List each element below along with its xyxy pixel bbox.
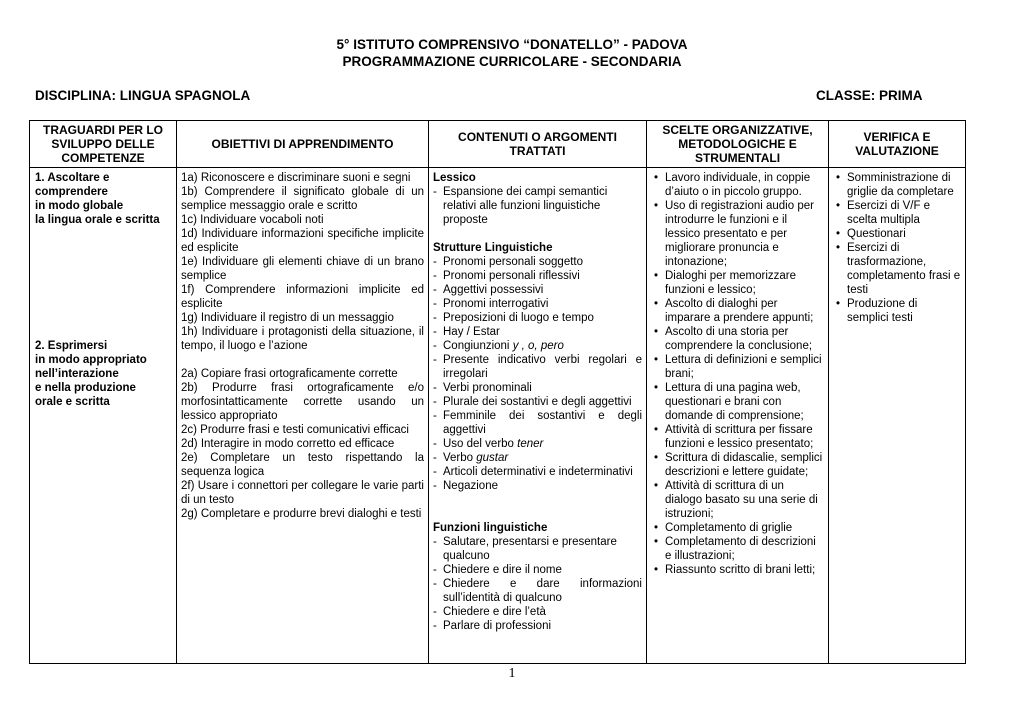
verb-gustar: gustar [476, 452, 509, 464]
list-item: - Pronomi personali soggetto [433, 256, 583, 268]
obiettivo-2c: 2c) Produrre frasi e testi comunicativi efficaci [181, 424, 409, 436]
obiettivi-cell [177, 168, 429, 664]
curriculum-table [29, 120, 966, 664]
list-item: - Preposizioni di luogo e tempo [433, 312, 594, 324]
list-item: - Parlare di professioni [433, 620, 552, 632]
classe-label: CLASSE: PRIMA [816, 88, 923, 103]
table-row [30, 168, 966, 664]
congiunzioni-examples: y , o, pero [512, 340, 564, 352]
list-item: - Hay / Estar [433, 326, 500, 338]
obiettivo-1d: 1d) Individuare informazioni specifiche implicite ed esplicite [181, 228, 424, 254]
obiettivo-1e: 1e) Individuare gli elementi chiave di un brano semplice [181, 256, 424, 282]
list-item: - Pronomi personali riflessivi [433, 270, 580, 282]
obiettivo-2e: 2e) Completare un testo rispettando la sequenza logica [181, 452, 424, 478]
list-item: - Aggettivi possessivi [433, 284, 544, 296]
list-item: • Scrittura di didascalie, semplici descrizioni e lettere guidate; [651, 451, 824, 479]
traguardo-2: 2. Esprimersi in modo appropriato nell’interazione e nella produzione orale e scritta [35, 340, 147, 408]
obiettivo-1h: 1h) Individuare i protagonisti della situazione, il tempo, il luogo e l’azione [181, 326, 424, 352]
verifica-cell [829, 168, 966, 664]
list-item: - Verbo gustar [433, 452, 509, 464]
list-item: • Completamento di descrizioni e illustrazioni; [651, 535, 824, 563]
list-item: • Produzione di semplici testi [833, 297, 961, 325]
obiettivo-2f: 2f) Usare i connettori per collegare le varie parti di un testo [181, 480, 424, 506]
traguardo-1: 1. Ascoltare e comprendere in modo globale la lingua orale e scritta [35, 172, 160, 226]
obiettivo-1b: 1b) Comprendere il significato globale di un semplice messaggio orale e scritto [181, 186, 424, 212]
obiettivo-1c: 1c) Individuare vocaboli noti [181, 214, 324, 226]
list-item: • Attività di scrittura di un dialogo basato su una serie di istruzioni; [651, 479, 824, 521]
strutture-title: Strutture Linguistiche [433, 242, 553, 254]
document-subtitle: PROGRAMMAZIONE CURRICOLARE - SECONDARIA [342, 54, 682, 69]
list-item: • Completamento di griglie [651, 521, 824, 535]
list-item: - Negazione [433, 480, 498, 492]
list-item: - Femminile dei sostantivi e degli aggettivi [433, 410, 642, 436]
list-item: • Uso di registrazioni audio per introdurre le funzioni e il lessico presentato e per migliorare pronuncia e intonazione; [651, 199, 824, 269]
lessico-title: Lessico [433, 172, 476, 184]
list-item: • Somministrazione di griglie da completare [833, 171, 961, 199]
list-item: • Esercizi di V/F e scelta multipla [833, 199, 961, 227]
list-item: - Plurale dei sostantivi e degli aggettivi [433, 396, 632, 408]
obiettivo-1f: 1f) Comprendere informazioni implicite ed esplicite [181, 284, 424, 310]
header-traguardi: TRAGUARDI PER LO SVILUPPO DELLE COMPETENZE [30, 121, 177, 168]
obiettivo-2b: 2b) Produrre frasi ortograficamente e/o morfosintatticamente corrette usando un lessico appropriato [181, 382, 424, 422]
spacer [35, 227, 172, 339]
scelte-list [651, 171, 824, 577]
obiettivo-2a: 2a) Copiare frasi ortograficamente corrette [181, 368, 398, 380]
obiettivo-1g: 1g) Individuare il registro di un messaggio [181, 312, 394, 324]
list-item: • Riassunto scritto di brani letti; [651, 563, 824, 577]
list-item: • Lettura di definizioni e semplici brani; [651, 353, 824, 381]
list-item: • Esercizi di trasformazione, completamento frasi e testi [833, 241, 961, 297]
list-item: - Espansione dei campi semantici relativi alle funzioni linguistiche proposte [433, 186, 608, 226]
table-header-row [30, 121, 966, 168]
list-item: • Lavoro individuale, in coppie d’aiuto o in piccolo gruppo. [651, 171, 824, 199]
list-item: - Salutare, presentarsi e presentare qualcuno [433, 536, 617, 562]
list-item: • Attività di scrittura per fissare funzioni e lessico presentato; [651, 423, 824, 451]
list-item: - Chiedere e dire il nome [433, 564, 562, 576]
list-item: - Articoli determinativi e indeterminativi [433, 466, 633, 478]
scelte-cell [647, 168, 829, 664]
school-title: 5° ISTITUTO COMPRENSIVO “DONATELLO” - PADOVA [336, 37, 688, 52]
verb-tener: tener [517, 438, 544, 450]
obiettivo-2g: 2g) Completare e produrre brevi dialoghi e testi [181, 508, 422, 520]
obiettivo-1a: 1a) Riconoscere e discriminare suoni e segni [181, 172, 411, 184]
list-item: • Dialoghi per memorizzare funzioni e lessico; [651, 269, 824, 297]
list-item: • Questionari [833, 227, 961, 241]
list-item: - Congiunzioni y , o, pero [433, 340, 564, 352]
spacer [433, 227, 642, 241]
page-number: 1 [508, 666, 516, 681]
funzioni-title: Funzioni linguistiche [433, 522, 548, 534]
traguardi-cell [30, 168, 177, 664]
disciplina-label: DISCIPLINA: LINGUA SPAGNOLA [35, 88, 251, 103]
list-item: - Uso del verbo tener [433, 438, 544, 450]
contenuti-cell [429, 168, 647, 664]
list-item: - Chiedere e dire l’età [433, 606, 546, 618]
list-item: - Verbi pronominali [433, 382, 532, 394]
header-contenuti: CONTENUTI O ARGOMENTI TRATTATI [429, 121, 647, 168]
list-item: - Pronomi interrogativi [433, 298, 549, 310]
list-item: • Lettura di una pagina web, questionari e brani con domande di comprensione; [651, 381, 824, 423]
obiettivo-2d: 2d) Interagire in modo corretto ed efficace [181, 438, 395, 450]
list-item: • Ascolto di una storia per comprendere la conclusione; [651, 325, 824, 353]
verifica-list [833, 171, 961, 325]
header-obiettivi: OBIETTIVI DI APPRENDIMENTO [177, 121, 429, 168]
spacer [433, 493, 642, 521]
list-item: • Ascolto di dialoghi per imparare a prendere appunti; [651, 297, 824, 325]
header-verifica: VERIFICA E VALUTAZIONE [829, 121, 966, 168]
spacer [181, 353, 424, 367]
list-item: - Chiedere e dare informazioni sull’identità di qualcuno [433, 578, 642, 604]
header-scelte: SCELTE ORGANIZZATIVE, METODOLOGICHE E STRUMENTALI [647, 121, 829, 168]
list-item: - Presente indicativo verbi regolari e irregolari [433, 354, 642, 380]
